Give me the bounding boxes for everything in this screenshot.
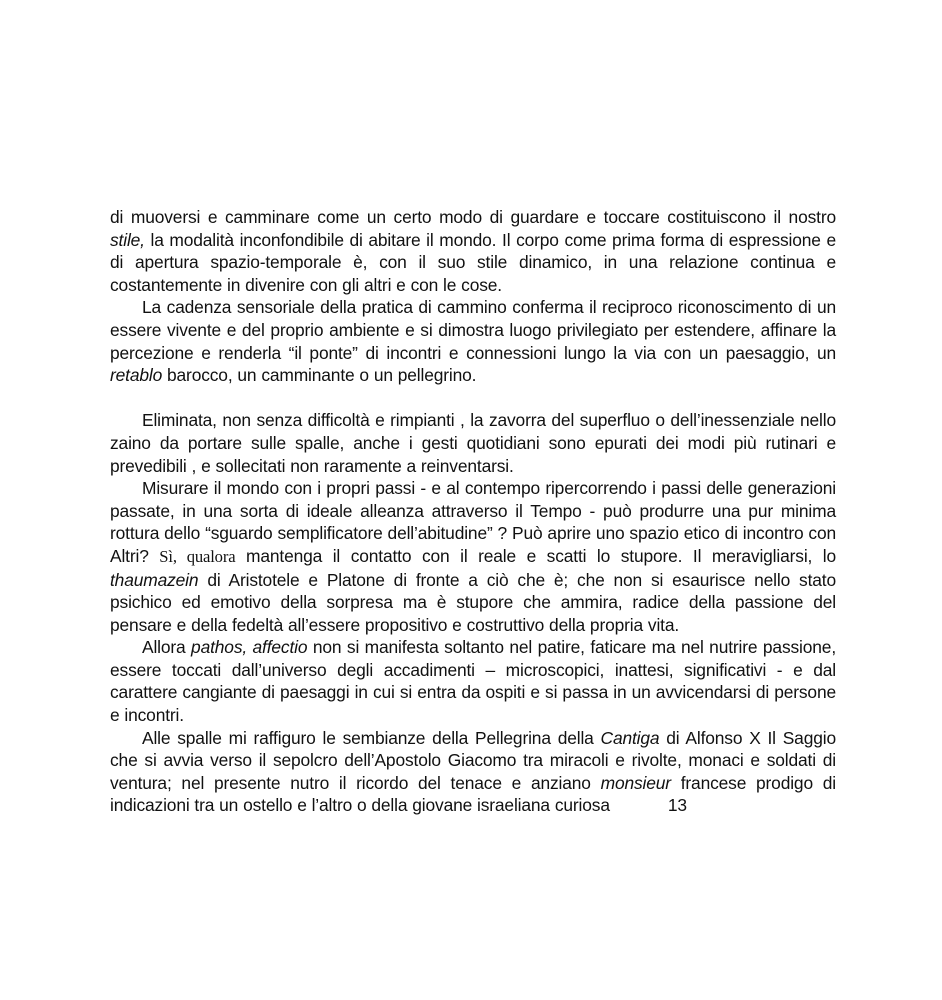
body-text: La cadenza sensoriale della pratica di cammino conferma il reciproco riconoscimento di un essere vivente e del proprio ambiente e si dimostra luogo privilegiato per estendere, affinare la percezione e renderla “il ponte” di incontri e connessioni lungo la via con un paesaggio, un (110, 297, 836, 363)
emphasis-text: thaumazein (110, 569, 199, 590)
paragraph (110, 636, 836, 726)
paragraph (110, 477, 836, 636)
body-text: mantenga il contatto con il reale e scatti lo stupore. Il meravigliarsi, lo (235, 545, 837, 566)
paragraph (110, 727, 836, 817)
body-text: Misurare il mondo con i propri passi - e al contempo ripercorrendo i passi delle generazioni passate, in una sorta di ideale alleanza attraverso il Tempo - può produrre una pur minima rottura dello “sguardo semplificatore dell’abitudine” ? Può aprire uno spazio etico di incontro con Altri? (110, 478, 836, 566)
paragraph (110, 409, 836, 477)
body-text: la modalità inconfondibile di abitare il mondo. Il corpo come prima forma di espressione e di apertura spazio-temporale è, con il suo stile dinamico, in una relazione continua e costantemente in divenire con gli altri e con le cose. (110, 229, 836, 295)
body-text: Allora (142, 637, 192, 658)
page-number: 13 (667, 795, 687, 816)
body-text: di Aristotele e Platone di fronte a ciò che è; che non si esaurisce nello stato psichico ed emotivo della sorpresa ma è stupore che ammira, radice della passione del pensare e della fedeltà all’essere propositivo e costruttivo della propria vita. (110, 569, 836, 635)
body-text: Alle spalle mi raffiguro le sembianze della Pellegrina della (142, 727, 601, 748)
body-text: barocco, un camminante o un pellegrino. (162, 365, 477, 386)
body-text: non si manifesta soltanto nel patire, faticare ma nel nutrire passione, essere toccati dall’universo degli accadimenti – microscopici, inattesi, significativi - e dal carattere cangiante di paesaggi in cui si entra da ospiti e si passa in un avvicendarsi di persone e incontri. (110, 637, 836, 726)
emphasis-text: pathos, affectio (191, 637, 308, 658)
body-text: di muoversi e camminare come un certo modo di guardare e toccare costituiscono il nostro (110, 207, 836, 227)
paragraph (110, 296, 836, 386)
body-text-block (110, 206, 836, 817)
emphasis-text: stile, (110, 229, 145, 250)
body-text: Eliminata, non senza difficoltà e rimpianti , la zavorra del superfluo o dell’inessenziale nello zaino da portare sulle spalle, anche i gesti quotidiani sono epurati dei modi più rutinari e prevedibili , e sollecitati non raramente a reinventarsi. (110, 410, 836, 476)
serif-text: Sì, qualora (159, 546, 236, 566)
emphasis-text: retablo (110, 365, 163, 386)
emphasis-text: Cantiga (600, 727, 660, 748)
emphasis-text: monsieur (600, 772, 671, 793)
body-text: di Alfonso X Il Saggio che si avvia verso il sepolcro dell’Apostolo Giacomo tra miracoli e rivolte, monaci e soldati di ventura; nel presente nutro il ricordo del tenace e anziano (110, 727, 836, 793)
body-text: francese prodigo di indicazioni tra un ostello e l’altro o della giovane israeliana curiosa (110, 772, 836, 816)
paragraph (110, 206, 836, 296)
